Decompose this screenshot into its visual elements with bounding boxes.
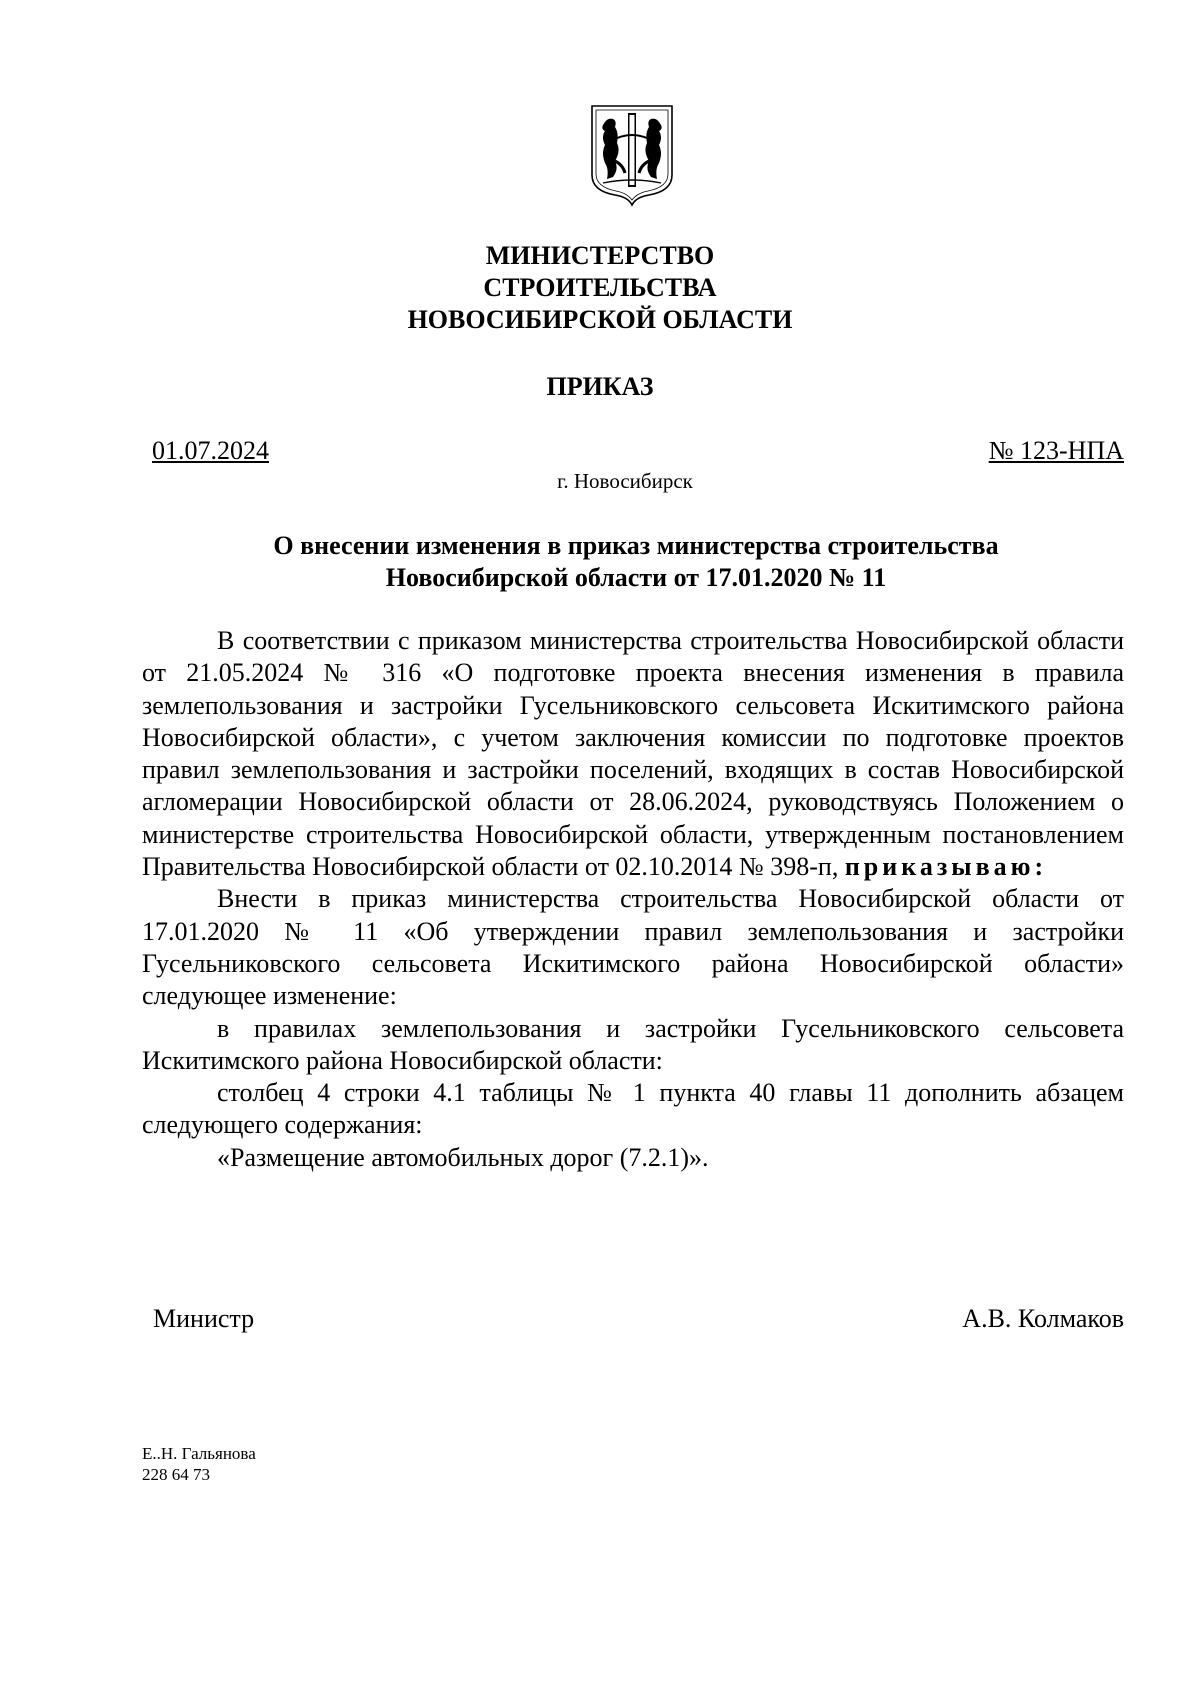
subject-line-2: Новосибирской области от 17.01.2020 № 11 (385, 563, 887, 592)
ministry-line-3: НОВОСИБИРСКОЙ ОБЛАСТИ (407, 305, 793, 334)
body-paragraph-5: «Размещение автомобильных дорог (7.2.1)». (217, 1142, 709, 1172)
order-date: 01.07.2024 (152, 436, 269, 465)
order-number: № 123-НПА (988, 436, 1124, 465)
body-paragraph-4: столбец 4 строки 4.1 таблицы № 1 пункта 40 главы 11 дополнить абзацем следующего содержания: (142, 1078, 1124, 1140)
body-paragraph-3: в правилах землепользования и застройки Гусельниковского сельсовета Искитимского района Новосибирской области: (142, 1013, 1124, 1075)
coat-of-arms-icon (589, 103, 675, 207)
signatory-name: А.В. Колмаков (962, 1304, 1124, 1333)
subject-line-1: О внесении изменения в приказ министерства строительства (273, 531, 999, 560)
executor-name: Е..Н. Гальянова (142, 1444, 256, 1463)
executor-block (142, 1443, 256, 1485)
body-paragraph-1 (142, 625, 1124, 883)
executor-phone: 228 64 73 (142, 1465, 210, 1484)
document-type: ПРИКАЗ (546, 372, 654, 401)
ministry-name (300, 240, 900, 336)
ministry-line-1: МИНИСТЕРСТВО (485, 241, 715, 270)
body-paragraph-1-text: В соответствии с приказом министерства строительства Новосибирской области от 21.05.2024 № 316 «О подготовке проекта внесения изменения в правила землепользования и застройки Гусельниковского сельсовета Искитимского района Новосибирской области», с учетом заключения комиссии по подготовке проектов правил землепользования и застройки поселений, входящих в состав Новосибирской агломерации Новосибирской области от 28.06.2024, руководствуясь Положением о министерстве строительства Новосибирской области, утвержденным постановлением Правительства Новосибирской области от 02.10.2014 № 398-п, (142, 626, 1124, 882)
body-paragraph-2: Внести в приказ министерства строительства Новосибирской области от 17.01.2020 № 11 «Об утверждении правил землепользования и застройки Гусельниковского сельсовета Искитимского района Новосибирской области» следующее изменение: (142, 884, 1124, 1011)
ministry-line-2: СТРОИТЕЛЬСТВА (483, 273, 717, 302)
order-word: приказываю: (844, 852, 1048, 882)
order-body (142, 625, 1124, 1174)
order-city: г. Новосибирск (557, 469, 693, 493)
signatory-title: Министр (153, 1304, 255, 1333)
order-subject (150, 530, 1122, 594)
